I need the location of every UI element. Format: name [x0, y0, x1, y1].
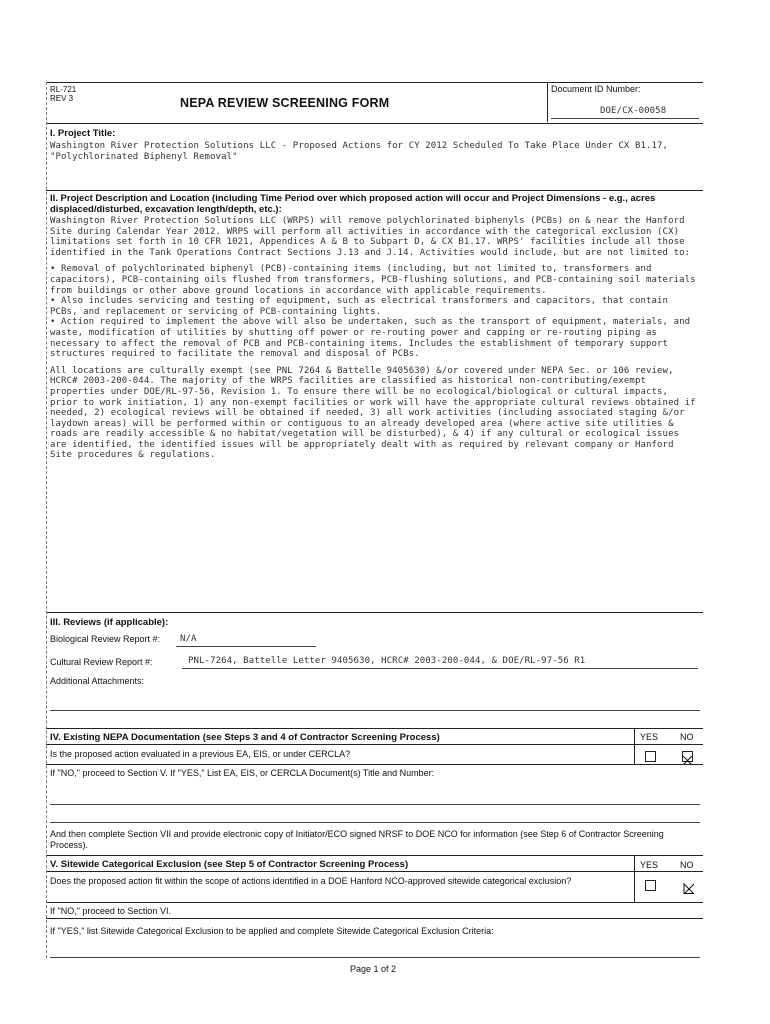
section-5-no-checkbox[interactable] [682, 880, 693, 891]
section-2-heading: II. Project Description and Location (including Time Period over which proposed action will occur and Project Dimensions - e.g., acres displaced/disturbed, excavation length/depth, etc.): [50, 193, 656, 215]
section-5-question: Does the proposed action fit within the scope of actions identified in a DOE Hanford NCO-approved sitewide categorical exclusion? [50, 876, 572, 886]
biological-review-label: Biological Review Report #: [50, 634, 161, 644]
description-paragraph-1: Washington River Protection Solutions LLC (WRPS) will remove polychlorinated biphenyls (PCBs) on & near the Hanford Site during Calendar Year 2012. WRPS will perform all activities in accordance with the categorical exclusion (CX) limitations set forth in 10 CFR 1021, Appendices A & B to Subpart D, & CX B1.17. WRPS' facilities include all those identified in the Tank Operations Contract Sections J.13 and J.14. Activities would include, but are not limited to: [50, 216, 691, 258]
section-4-no-header: NO [680, 732, 694, 742]
section-4-heading: IV. Existing NEPA Documentation (see Steps 3 and 4 of Contractor Screening Process) [50, 732, 440, 743]
section-5-heading: V. Sitewide Categorical Exclusion (see Step 5 of Contractor Screening Process) [50, 859, 409, 870]
section-5-if-yes: If "YES," list Sitewide Categorical Exclusion to be applied and complete Sitewide Categorical Exclusion Criteria: [50, 926, 494, 936]
section-3-heading: III. Reviews (if applicable): [50, 617, 169, 628]
project-description [50, 216, 700, 467]
cultural-review-value: PNL-7264, Battelle Letter 9405630, HCRC# 2003-200-044, & DOE/RL-97-56 R1 [188, 656, 586, 666]
section-4-yes-checkbox[interactable] [645, 751, 656, 762]
document-id-label: Document ID Number: [551, 84, 641, 94]
form-revision: REV 3 [50, 94, 74, 103]
document-id-value: DOE/CX-00058 [600, 106, 667, 116]
section-5-yes-checkbox[interactable] [645, 880, 656, 891]
section-4-no-checkbox[interactable] [682, 751, 693, 762]
additional-attachments-label: Additional Attachments: [50, 676, 145, 686]
biological-review-value: N/A [180, 634, 197, 644]
section-4-yes-header: YES [640, 732, 659, 742]
form-number: RL-721 [50, 85, 77, 94]
page-number: Page 1 of 2 [350, 964, 397, 974]
x-mark-icon [683, 883, 694, 894]
form-title: NEPA REVIEW SCREENING FORM [180, 96, 390, 110]
project-title-text: Washington River Protection Solutions LLC - Proposed Actions for CY 2012 Scheduled To Take Place Under CX B1.17, "Polychlorinated Biphenyl Removal" [50, 141, 674, 162]
section-4-instruction: If "NO," proceed to Section V. If "YES," List EA, EIS, or CERCLA Document(s) Title and Number: [50, 768, 435, 778]
section-5-if-no: If "NO," proceed to Section VI. [50, 906, 171, 916]
section-4-completion-note: And then complete Section VII and provide electronic copy of Initiator/ECO signed NRSF to DOE NCO for information (see Step 6 of Contractor Screening Process). [50, 829, 664, 850]
section-4-question: Is the proposed action evaluated in a previous EA, EIS, or under CERCLA? [50, 749, 351, 759]
section-1-heading: I. Project Title: [50, 128, 116, 139]
description-paragraph-3: All locations are culturally exempt (see PNL 7264 & Battelle 9405630) &/or covered under NEPA Sec. or 106 review, HCRC# 2003-200-044. The majority of the WRPS facilities are classified as historical non-contributing/exempt properties under DOE/RL-97-56, Revision 1. To ensure there will be no ecological/biological or cultural impacts, prior to work initiation, 1) any non-exempt facilities or work will have the appropriate cultural reviews obtained if needed, 2) ecological reviews will be obtained if needed, 3) all work activities (including associated staging &/or laydown areas) will be performed within or contiguous to an already developed area (where active site utilities & roads are readily accessible & no habitat/vegetation will be disturbed), & 4) if any cultural or ecological issues are identified, the identified issues will be appropriately dealt with as required by relevant company or Hanford Site procedures & regulations. [50, 365, 702, 461]
section-5-no-header: NO [680, 860, 694, 870]
cultural-review-label: Cultural Review Report #: [50, 657, 153, 667]
section-5-yes-header: YES [640, 860, 659, 870]
description-activity-list: • Removal of polychlorinated biphenyl (PCB)-containing items (including, but not limited to, transformers and capacitors), PCB-containing oils flushed from transformers, PCB-flushing solutions, and PCB-containing soil materials from buildings or other above ground locations in accordance with applicable requirements. • Also includes servicing and testing of equipment, such as electrical transformers and capacitors, that contain PCBs, and replacement or servicing of PCB-containing lights. • Action required to implement the above will also be undertaken, such as the transport of equipment, materials, and waste, modification of utilities by shutting off power or re-routing power and capping or re-routing piping as necessary to affect the removal of PCB and PCB-containing items. Includes the establishment of temporary support structures required to facilitate the removal and disposal of PCBs. [50, 264, 696, 360]
